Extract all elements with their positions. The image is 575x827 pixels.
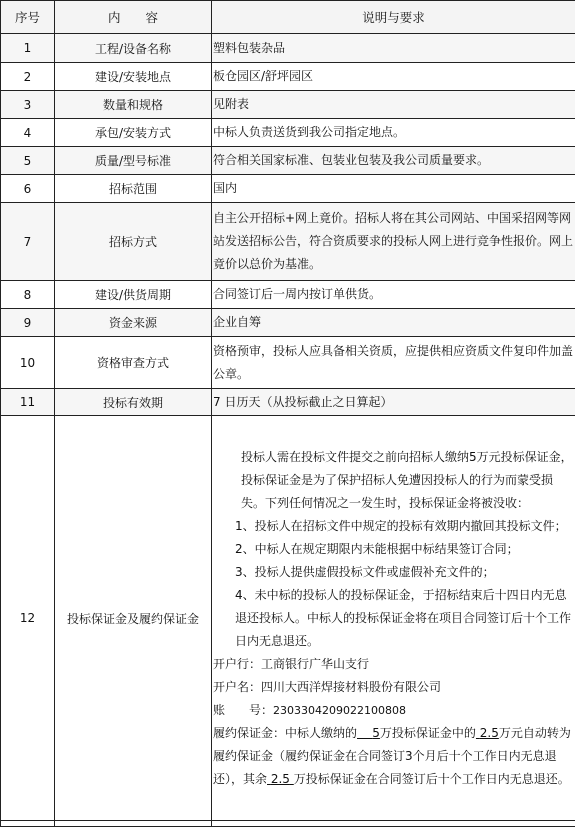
- perf-amount: 2.5: [271, 772, 290, 786]
- table-row: [1, 147, 575, 175]
- row-item: 招标方式: [55, 203, 212, 281]
- perf-amount: 2.5: [480, 726, 499, 740]
- account-no-value: 2303304209022100808: [273, 704, 406, 717]
- bank-label: 开户行：: [213, 657, 261, 671]
- row-item: 投标保证金及履约保证金: [55, 416, 212, 821]
- table-row: [1, 337, 575, 389]
- row-desc: 中标人负责送货到我公司指定地点。: [212, 119, 575, 147]
- cut-cell: [1, 821, 55, 827]
- row-desc: 资格预审，投标人应具备相关资质，应提供相应资质文件复印件加盖公章。: [212, 337, 575, 389]
- deposit-clause: 4、未中标的投标人的投标保证金，于招标结束后十四日内无息退还投标人。中标人的投标保证金将在项目合同签订后十个工作日内无息退还。: [213, 584, 573, 653]
- table-header-row: [1, 1, 575, 34]
- deposit-clause: 3、投标人提供虚假投标文件或虚假补充文件的；: [213, 561, 573, 584]
- row-desc: 符合相关国家标准、包装业包装及我公司质量要求。: [212, 147, 575, 175]
- table-row: [1, 119, 575, 147]
- row-no: 2: [1, 63, 55, 91]
- row-no: 10: [1, 337, 55, 389]
- header-desc: 说明与要求: [212, 1, 575, 34]
- row-no: 3: [1, 91, 55, 119]
- deposit-intro: 投标人需在投标文件提交之前向招标人缴纳5万元投标保证金，投标保证金是为了保护招标人免遭因投标人的行为而蒙受损失。下列任何情况之一发生时，投标保证金将被没收：: [213, 446, 573, 515]
- table-row: [1, 389, 575, 416]
- header-item: 内 容: [55, 1, 212, 34]
- row-desc: 板仓园区/舒坪园区: [212, 63, 575, 91]
- table-row: [1, 91, 575, 119]
- row-item: 承包/安装方式: [55, 119, 212, 147]
- row-no: 11: [1, 389, 55, 416]
- row-item: 资格审查方式: [55, 337, 212, 389]
- table-row-cut: [1, 821, 575, 827]
- table-row: [1, 63, 575, 91]
- header-no: 序号: [1, 1, 55, 34]
- perf-text: 万投标保证金在合同签订后十个工作日内无息退还。: [294, 772, 570, 786]
- perf-underline: [476, 726, 499, 740]
- bank-line: [213, 653, 573, 676]
- row-no: 6: [1, 175, 55, 203]
- bank-value: 工商银行广华山支行: [261, 657, 369, 671]
- row-desc: 塑料包装杂品: [212, 34, 575, 63]
- row-item: 招标范围: [55, 175, 212, 203]
- perf-underline: [357, 726, 380, 740]
- account-name-line: [213, 676, 573, 699]
- perf-text: 万投标保证金中的: [380, 726, 476, 740]
- row-item: 建设/供货周期: [55, 281, 212, 309]
- perf-text: 履约保证金：中标人缴纳的: [213, 726, 357, 740]
- row-item: 数量和规格: [55, 91, 212, 119]
- row-item: 建设/安装地点: [55, 63, 212, 91]
- row-desc: 国内: [212, 175, 575, 203]
- row-desc: 见附表: [212, 91, 575, 119]
- perf-underline: [267, 772, 294, 786]
- row-no: 8: [1, 281, 55, 309]
- row-item: 投标有效期: [55, 389, 212, 416]
- row-no: 4: [1, 119, 55, 147]
- cut-cell: [212, 821, 575, 827]
- cut-cell: [55, 821, 212, 827]
- deposit-clause: 2、中标人在规定期限内未能根据中标结果签订合同；: [213, 538, 573, 561]
- row-item: 工程/设备名称: [55, 34, 212, 63]
- table-row-deposit: [1, 416, 575, 821]
- table-row: [1, 34, 575, 63]
- row-no: 7: [1, 203, 55, 281]
- perf-amount: 5: [372, 726, 380, 740]
- row-no: 9: [1, 309, 55, 337]
- row-desc: 企业自筹: [212, 309, 575, 337]
- deposit-clause: 1、投标人在招标文件中规定的投标有效期内撤回其投标文件；: [213, 515, 573, 538]
- account-no-line: [213, 699, 573, 722]
- account-name-label: 开户名：: [213, 680, 261, 694]
- performance-bond-text: [213, 722, 573, 791]
- row-desc: 自主公开招标+网上竟价。招标人将在其公司网站、中国采招网等网站发送招标公告，符合资质要求的投标人网上进行竞争性报价。网上竟价以总价为基准。: [212, 203, 575, 281]
- perf-text: 万元自动转为履约保证金（履约保证金在合同签订3个月后十个工作日内无息退还），其余: [213, 726, 571, 786]
- table-row: [1, 203, 575, 281]
- row-no: 1: [1, 34, 55, 63]
- table-row: [1, 281, 575, 309]
- row-desc: 合同签订后一周内按订单供货。: [212, 281, 575, 309]
- account-no-label: 账 号：: [213, 703, 273, 717]
- table-row: [1, 309, 575, 337]
- row-desc: 7 日历天（从投标截止之日算起）: [212, 389, 575, 416]
- row-item: 质量/型号标准: [55, 147, 212, 175]
- row-no: 12: [1, 416, 55, 821]
- deposit-description: [212, 416, 575, 821]
- row-item: 资金来源: [55, 309, 212, 337]
- row-no: 5: [1, 147, 55, 175]
- account-name-value: 四川大西洋焊接材料股份有限公司: [261, 680, 441, 694]
- table-row: [1, 175, 575, 203]
